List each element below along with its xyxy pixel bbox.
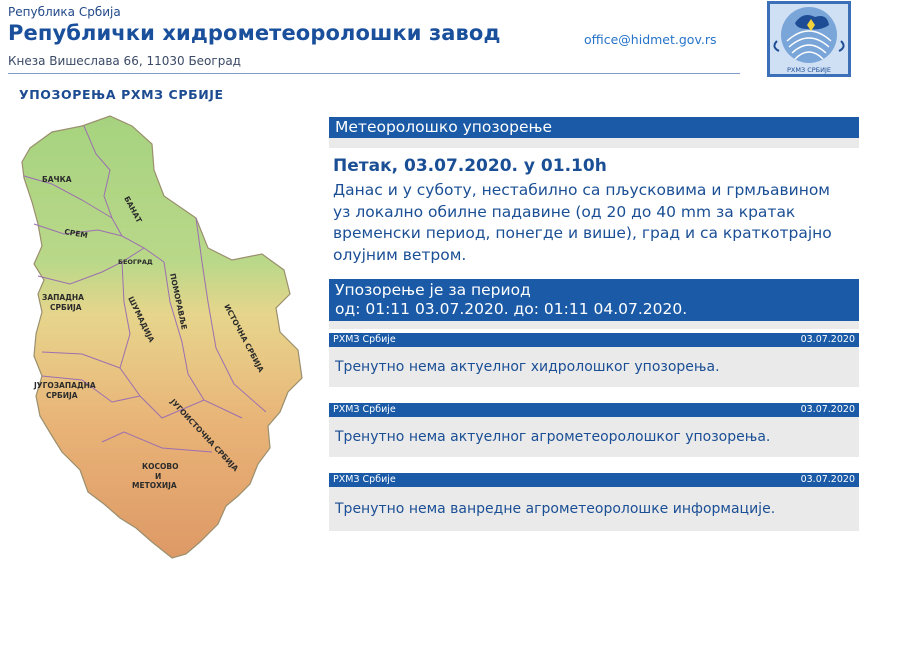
info-text: Тренутно нема ванредне агрометеоролошке информације. <box>329 487 859 531</box>
period-spacer <box>329 321 859 329</box>
region-label[interactable]: ЈУГОЗАПАДНА <box>34 381 96 390</box>
info-date: 03.07.2020 <box>800 334 855 345</box>
region-label[interactable]: СРБИЈА <box>50 303 82 312</box>
info-box-header <box>329 473 859 487</box>
info-box-agrometeorological <box>329 403 859 457</box>
institute-address: Кнеза Вишеслава 66, 11030 Београд <box>8 54 241 68</box>
region-label[interactable]: СРЕМ <box>63 227 89 241</box>
info-source: РХМЗ Србије <box>333 404 396 415</box>
warning-header-spacer <box>329 138 859 148</box>
region-label[interactable]: ЗАПАДНА <box>42 293 84 302</box>
info-box-header <box>329 403 859 417</box>
info-box-hydrological <box>329 333 859 387</box>
info-date: 03.07.2020 <box>800 404 855 415</box>
info-source: РХМЗ Србије <box>333 334 396 345</box>
period-range: од: 01:11 03.07.2020. до: 01:11 04.07.2020. <box>335 300 688 318</box>
info-box-extraordinary <box>329 473 859 531</box>
warning-date: Петак, 03.07.2020. у 01.10h <box>333 156 607 176</box>
serbia-warning-map[interactable] <box>12 112 322 564</box>
logo-text: РХМЗ СРБИЈЕ <box>786 66 832 74</box>
region-label[interactable]: БАЧКА <box>42 175 72 184</box>
region-label[interactable]: И <box>155 472 162 481</box>
region-label[interactable]: МЕТОХИЈА <box>132 481 177 490</box>
region-label[interactable]: ИСТОЧНА СРБИЈА <box>222 302 266 374</box>
period-title: Упозорење је за период <box>335 281 531 299</box>
region-label[interactable]: БАНАТ <box>122 194 144 225</box>
republic-label: Република Србија <box>8 5 121 19</box>
section-title: УПОЗОРЕЊА РХМЗ СРБИЈЕ <box>19 87 224 102</box>
site-header <box>0 0 900 78</box>
header-divider <box>8 73 740 74</box>
region-label[interactable]: ЈУГОИСТОЧНА СРБИЈА <box>168 397 241 474</box>
region-label[interactable]: БЕОГРАД <box>118 258 153 266</box>
region-label[interactable]: ПОМОРАВЉЕ <box>168 272 189 331</box>
info-source: РХМЗ Србије <box>333 474 396 485</box>
warning-text: Данас и у суботу, нестабилно са пљусковима и грмљавином уз локално обилне падавине (од 20 до 40 mm за кратак временски период, понегде и више), град и са краткотрајно олујним ветром. <box>333 181 832 264</box>
warning-period <box>329 279 859 321</box>
info-date: 03.07.2020 <box>800 474 855 485</box>
info-text: Тренутно нема актуелног хидролошког упозорења. <box>329 347 859 387</box>
region-label[interactable]: СРБИЈА <box>46 391 78 400</box>
region-label[interactable]: КОСОВО <box>142 462 179 471</box>
info-text: Тренутно нема актуелног агрометеоролошког упозорења. <box>329 417 859 457</box>
rhmz-logo[interactable] <box>767 1 851 77</box>
institute-title[interactable]: Републички хидрометеоролошки завод <box>8 21 501 45</box>
info-box-header <box>329 333 859 347</box>
email-link[interactable]: office@hidmet.gov.rs <box>584 32 717 47</box>
warning-header: Метеоролошко упозорење <box>329 117 859 138</box>
region-label[interactable]: ШУМАДИЈА <box>126 294 157 344</box>
